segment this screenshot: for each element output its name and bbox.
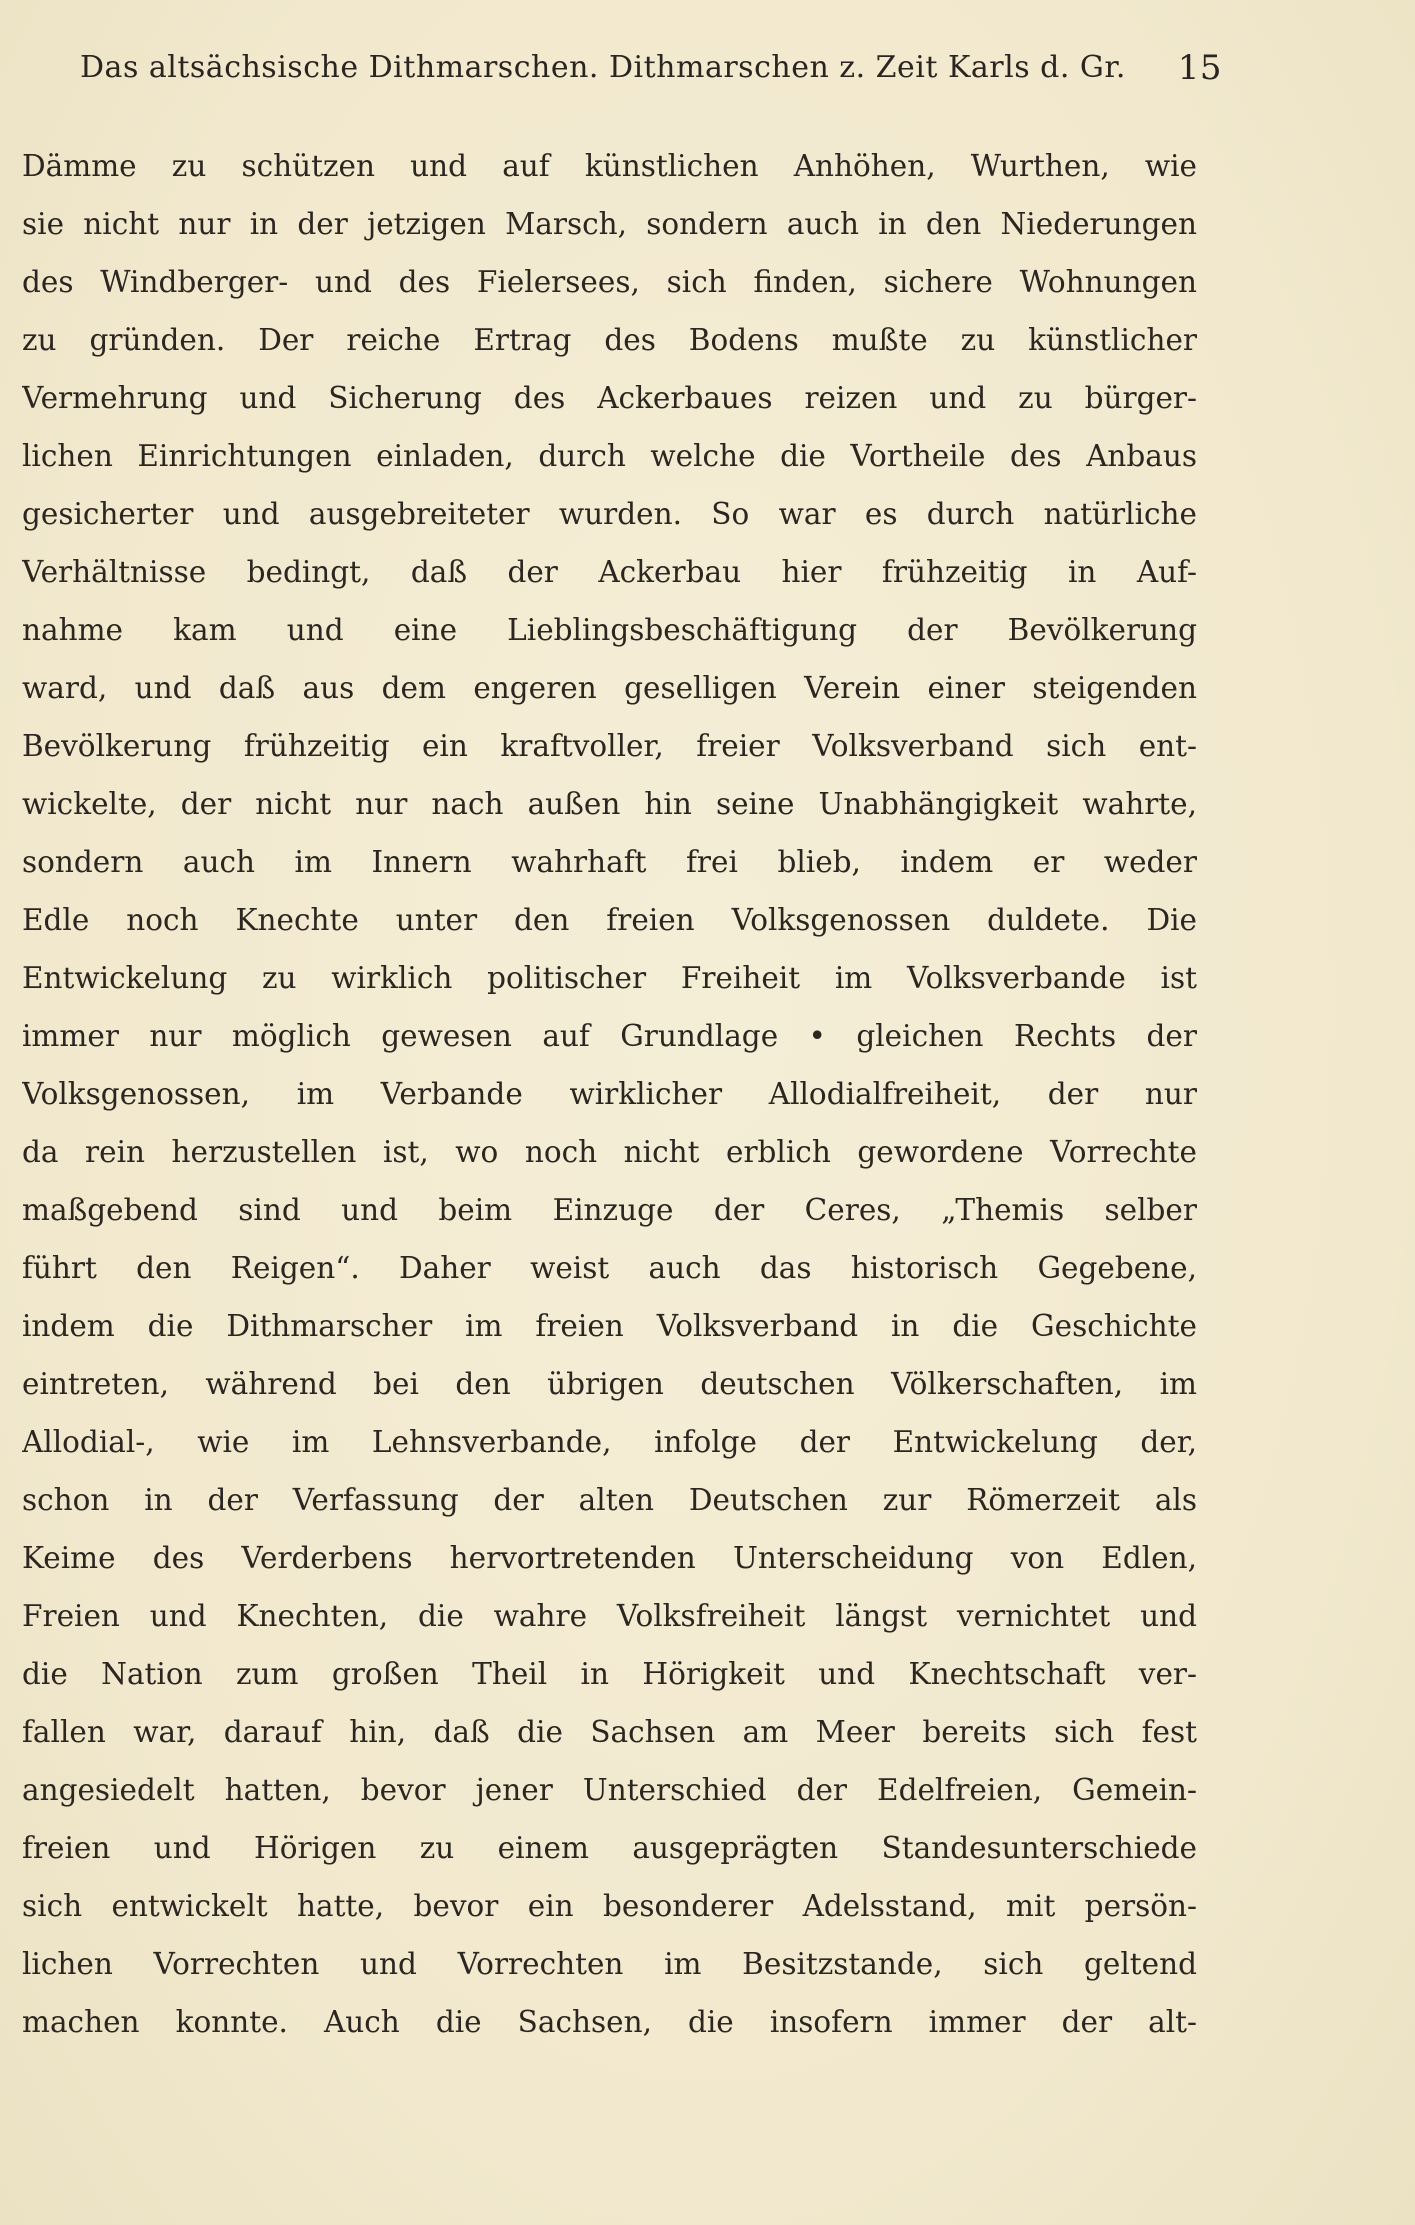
- text-line: des Windberger- und des Fielersees, sich finden, sichere Wohnungen: [22, 265, 1197, 299]
- text-line: gesicherter und ausgebreiteter wurden. So war es durch natürliche: [22, 497, 1197, 531]
- text-line: Verhältnisse bedingt, daß der Ackerbau hier frühzeitig in Auf-: [22, 555, 1197, 589]
- running-head-title: Das altsächsische Dithmarschen. Dithmarschen z. Zeit Karls d. Gr.: [80, 50, 1126, 85]
- text-line: wickelte, der nicht nur nach außen hin seine Unabhängigkeit wahrte,: [22, 787, 1197, 821]
- text-line: Entwickelung zu wirklich politischer Freiheit im Volksverbande ist: [22, 961, 1197, 995]
- text-line: sondern auch im Innern wahrhaft frei blieb, indem er weder: [22, 845, 1197, 879]
- text-line: Freien und Knechten, die wahre Volksfreiheit längst vernichtet und: [22, 1599, 1197, 1633]
- text-line: Volksgenossen, im Verbande wirklicher Allodialfreiheit, der nur: [22, 1077, 1197, 1111]
- text-line: sie nicht nur in der jetzigen Marsch, sondern auch in den Niederungen: [22, 207, 1197, 241]
- text-line: zu gründen. Der reiche Ertrag des Bodens mußte zu künstlicher: [22, 323, 1197, 357]
- text-line: maßgebend sind und beim Einzuge der Ceres, „Themis selber: [22, 1193, 1197, 1227]
- text-line: angesiedelt hatten, bevor jener Unterschied der Edelfreien, Gemein-: [22, 1773, 1197, 1807]
- running-head: [48, 48, 1222, 100]
- text-line: lichen Vorrechten und Vorrechten im Besitzstande, sich geltend: [22, 1947, 1197, 1981]
- text-line: Vermehrung und Sicherung des Ackerbaues reizen und zu bürger-: [22, 381, 1197, 415]
- text-line: ward, und daß aus dem engeren geselligen Verein einer steigenden: [22, 671, 1197, 705]
- body-text: [22, 137, 1197, 2051]
- text-line: eintreten, während bei den übrigen deutschen Völkerschaften, im: [22, 1367, 1197, 1401]
- text-line: Keime des Verderbens hervortretenden Unterscheidung von Edlen,: [22, 1541, 1197, 1575]
- text-line: da rein herzustellen ist, wo noch nicht erblich gewordene Vorrechte: [22, 1135, 1197, 1169]
- text-line: fallen war, darauf hin, daß die Sachsen am Meer bereits sich fest: [22, 1715, 1197, 1749]
- text-line: Edle noch Knechte unter den freien Volksgenossen duldete. Die: [22, 903, 1197, 937]
- text-line: führt den Reigen“. Daher weist auch das historisch Gegebene,: [22, 1251, 1197, 1285]
- text-line: nahme kam und eine Lieblingsbeschäftigung der Bevölkerung: [22, 613, 1197, 647]
- text-line: schon in der Verfassung der alten Deutschen zur Römerzeit als: [22, 1483, 1197, 1517]
- text-line: machen konnte. Auch die Sachsen, die insofern immer der alt-: [22, 2005, 1197, 2039]
- text-line: immer nur möglich gewesen auf Grundlage • gleichen Rechts der: [22, 1019, 1197, 1053]
- text-line: Allodial-, wie im Lehnsverbande, infolge der Entwickelung der,: [22, 1425, 1197, 1459]
- text-line: freien und Hörigen zu einem ausgeprägten Standesunterschiede: [22, 1831, 1197, 1865]
- text-line: Bevölkerung frühzeitig ein kraftvoller, freier Volksverband sich ent-: [22, 729, 1197, 763]
- text-line: Dämme zu schützen und auf künstlichen Anhöhen, Wurthen, wie: [22, 149, 1197, 183]
- text-line: lichen Einrichtungen einladen, durch welche die Vortheile des Anbaus: [22, 439, 1197, 473]
- page-number: 15: [1177, 48, 1222, 88]
- text-line: die Nation zum großen Theil in Hörigkeit und Knechtschaft ver-: [22, 1657, 1197, 1691]
- text-line: sich entwickelt hatte, bevor ein besonderer Adelsstand, mit persön-: [22, 1889, 1197, 1923]
- text-line: indem die Dithmarscher im freien Volksverband in die Geschichte: [22, 1309, 1197, 1343]
